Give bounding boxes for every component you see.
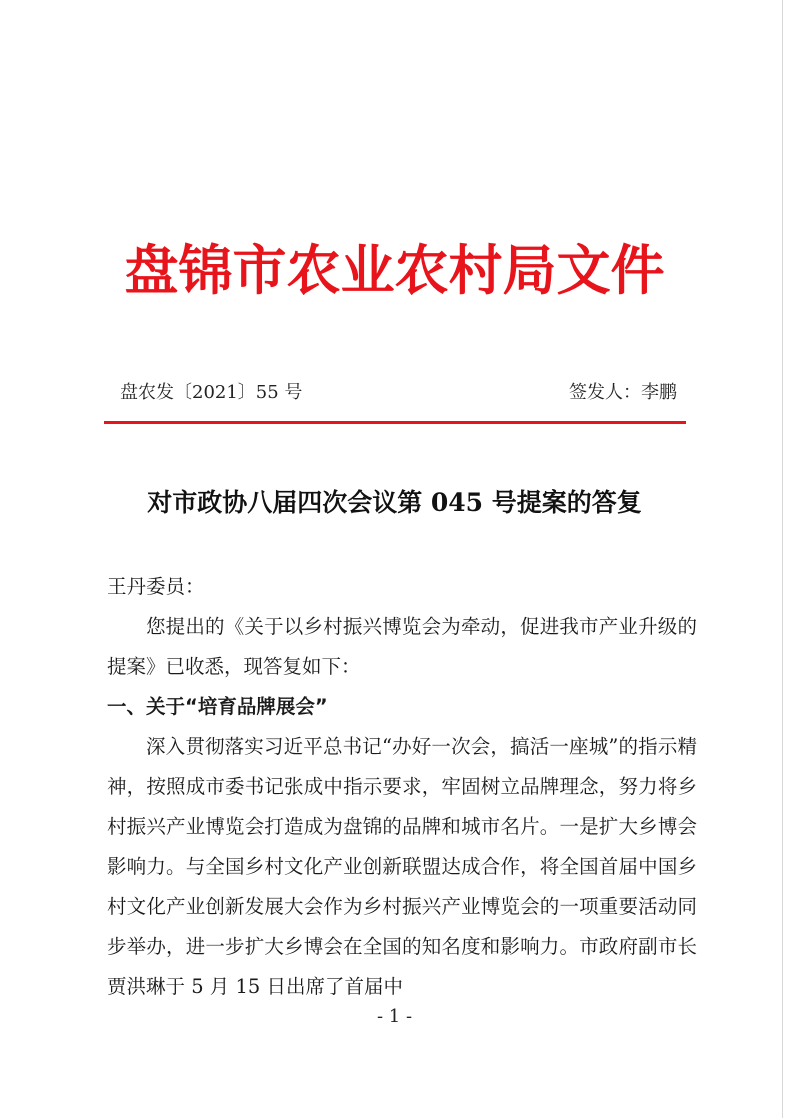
page-number: - 1 - <box>376 1006 413 1027</box>
salutation: 王丹委员： <box>107 575 205 598</box>
document-body <box>107 567 697 1007</box>
section-paragraph: 深入贯彻落实习近平总书记“办好一次会，搞活一座城”的指示精神，按照成市委书记张成中指示要求，牢固树立品牌理念，努力将乡村振兴产业博览会打造成为盘锦的品牌和城市名片。一是扩大乡博会影响力。与全国乡村文化产业创新联盟达成合作，将全国首届中国乡村文化产业创新发展大会作为乡村振兴产业博览会的一项重要活动同步举办，进一步扩大乡博会在全国的知名度和影响力。市政府副市长贾洪琳于 5 月 15 日出席了首届中 <box>107 735 697 998</box>
scan-edge-line <box>782 0 783 1118</box>
header-red-rule <box>104 421 686 424</box>
document-number: 盘农发〔2021〕55 号 <box>120 382 303 403</box>
section-heading: 一、关于“培育品牌展会” <box>107 695 328 718</box>
intro-paragraph: 您提出的《关于以乡村振兴博览会为牵动，促进我市产业升级的提案》已收悉，现答复如下： <box>107 615 697 678</box>
reply-title: 对市政协八届四次会议第 045 号提案的答复 <box>147 488 642 517</box>
signer: 签发人：李鹏 <box>569 382 677 403</box>
agency-header-title: 盘锦市农业农村局文件 <box>124 239 665 302</box>
